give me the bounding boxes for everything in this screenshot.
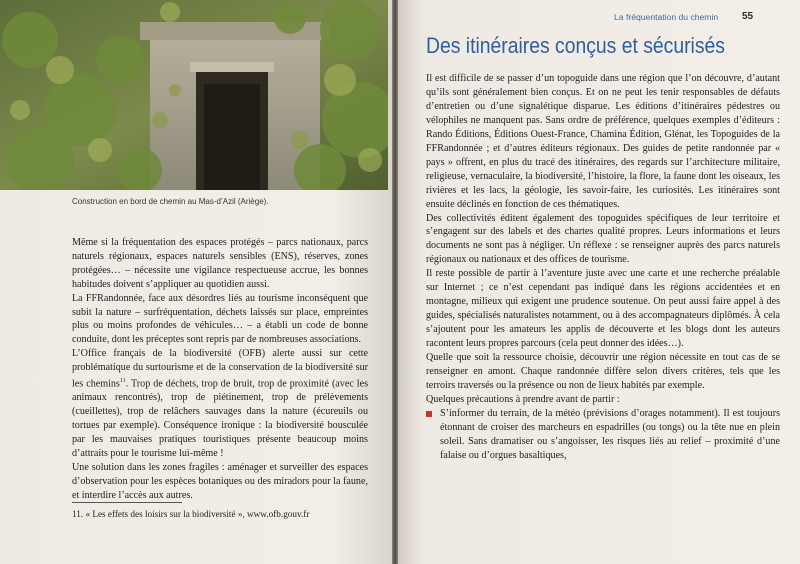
running-head: La fréquentation du chemin (614, 12, 719, 22)
bullet-text: S’informer du terrain, de la météo (prévisions d’orages notamment). Il est toujours étonnant de croiser des marcheurs en espadrilles (ou tongs) ou la tête nue en plein soleil. Sans dramatiser ou s’angoisser, les risques liés au relief – proximité d’une falaise ou d’orgues basaltiques, (440, 407, 780, 461)
page-number: 55 (742, 11, 754, 22)
paragraph-text: . Trop de déchets, trop de bruit, trop de proximité (avec les animaux rencontrés), trop de piétinement, trop de prélèvements (cueillettes), trop de relâchers sauvages dans la nature (écureuils ou tortues par exemple). Conséquence ironique : la biodiversité bousculée par les mauvaises pratiques touristiques présente beaucoup moins d’attraits pour le tourisme lui-même ! (72, 378, 369, 459)
paragraph: Quelle que soit la ressource choisie, découvrir une région nécessite en tout cas de se renseigner en amont. Chaque randonnée diffère selon divers critères, tels que les terroirs traversés ou la présence ou non de lieux habités par exemple. (426, 352, 780, 391)
right-page (398, 0, 800, 564)
paragraph: Des collectivités éditent également des topoguides spécifiques de leur territoire et s’engagent sur des labels et des chartes qualité propres. Leurs informations et leurs documents ne sont pas à négliger. Un réflexe : se renseigner auprès des parcs naturels régionaux ou nationaux et des offices de tourisme. (426, 212, 780, 266)
paragraph: Il est difficile de se passer d’un topoguide dans une région que l’on découvre, d’autant qu’ils sont généralement bien conçus. Et on ne peut les tenir responsables de défauts d’entretien ou d’une signalétique disparue. Les éditions d’itinéraires pédestres ou vélophiles ne manquent pas. Sans ordre de préférence, quelques exemples d’éditeurs : Rando Éditions, Éditions Ouest-France, Chamina Édition, Glénat, les Topoguides de la FFRandonnée ; et d’autres éditeurs régionaux. Des guides de petite randonnée par « pays » offrent, en plus du tracé des itinéraires, des regards sur l’architecture militaire, religieuse, vernaculaire, la biodiversité, l’histoire, la flore, la faune dont les oiseaux, les rivières et les lacs, la géologie, les savoir-faire, les curiosités. Les itinéraires sont ensuite déclinés en fonction de ces thématiques. (426, 73, 780, 210)
footnote-marker: 11 (119, 378, 126, 385)
bullet-item (426, 407, 780, 463)
left-body-text (72, 236, 368, 503)
photo-caption: Construction en bord de chemin au Mas-d’Azil (Ariège). (72, 197, 269, 206)
footnote: 11. « Les effets des loisirs sur la biodiversité », www.ofb.gouv.fr (72, 509, 310, 519)
paragraph: Il reste possible de partir à l’aventure juste avec une carte et une recherche préalable sur Internet ; ce n’est cependant pas indiqué dans les régions accidentées et en montagne, milieux qui exigent une prudence soutenue. On peut aussi faire appel à des guides, spécialisés naturalistes notamment, ou à des accompagnateurs diplômés. À cela s’ajoutent pour les amateurs les applis de découverte et les blogs dont les auteurs racontent leurs propres parcours (cela peut donner des idées…). (426, 268, 780, 350)
right-body-text (426, 72, 780, 463)
square-bullet-icon (426, 411, 432, 417)
section-heading: Des itinéraires conçus et sécurisés (426, 33, 725, 58)
paragraph-text: L’Office français de la biodiversité (OFB) alerte aussi sur cette problématique du surtourisme et de la conservation de la biodiversité sur les chemins (72, 348, 368, 390)
left-page (0, 0, 392, 564)
paragraph: Quelques précautions à prendre avant de partir : (426, 393, 620, 405)
footnote-rule (72, 502, 182, 503)
paragraph: Même si la fréquentation des espaces protégés – parcs nationaux, parcs naturels régionaux, espaces naturels sensibles (ENS), réserves, zones protégées… – nécessite une vigilance respectueuse accrue, les bonnes habitudes doivent s’appliquer au quotidien aussi. (72, 237, 368, 290)
stone-shelter-photo (0, 0, 388, 190)
paragraph (72, 347, 368, 461)
paragraph: La FFRandonnée, face aux désordres liés au tourisme inconséquent que subit la nature – surfréquentation, déchets laissés sur place, empreintes plus ou moins profondes de véhicules… – a établi un code de bonne conduite, dont les préceptes sont repris par de nombreuses associations. (72, 292, 368, 346)
paragraph: Une solution dans les zones fragiles : aménager et surveiller des espaces d’observation pour les espèces botaniques ou des miradors pour la faune, et interdire l’accès aux autres. (72, 461, 368, 501)
